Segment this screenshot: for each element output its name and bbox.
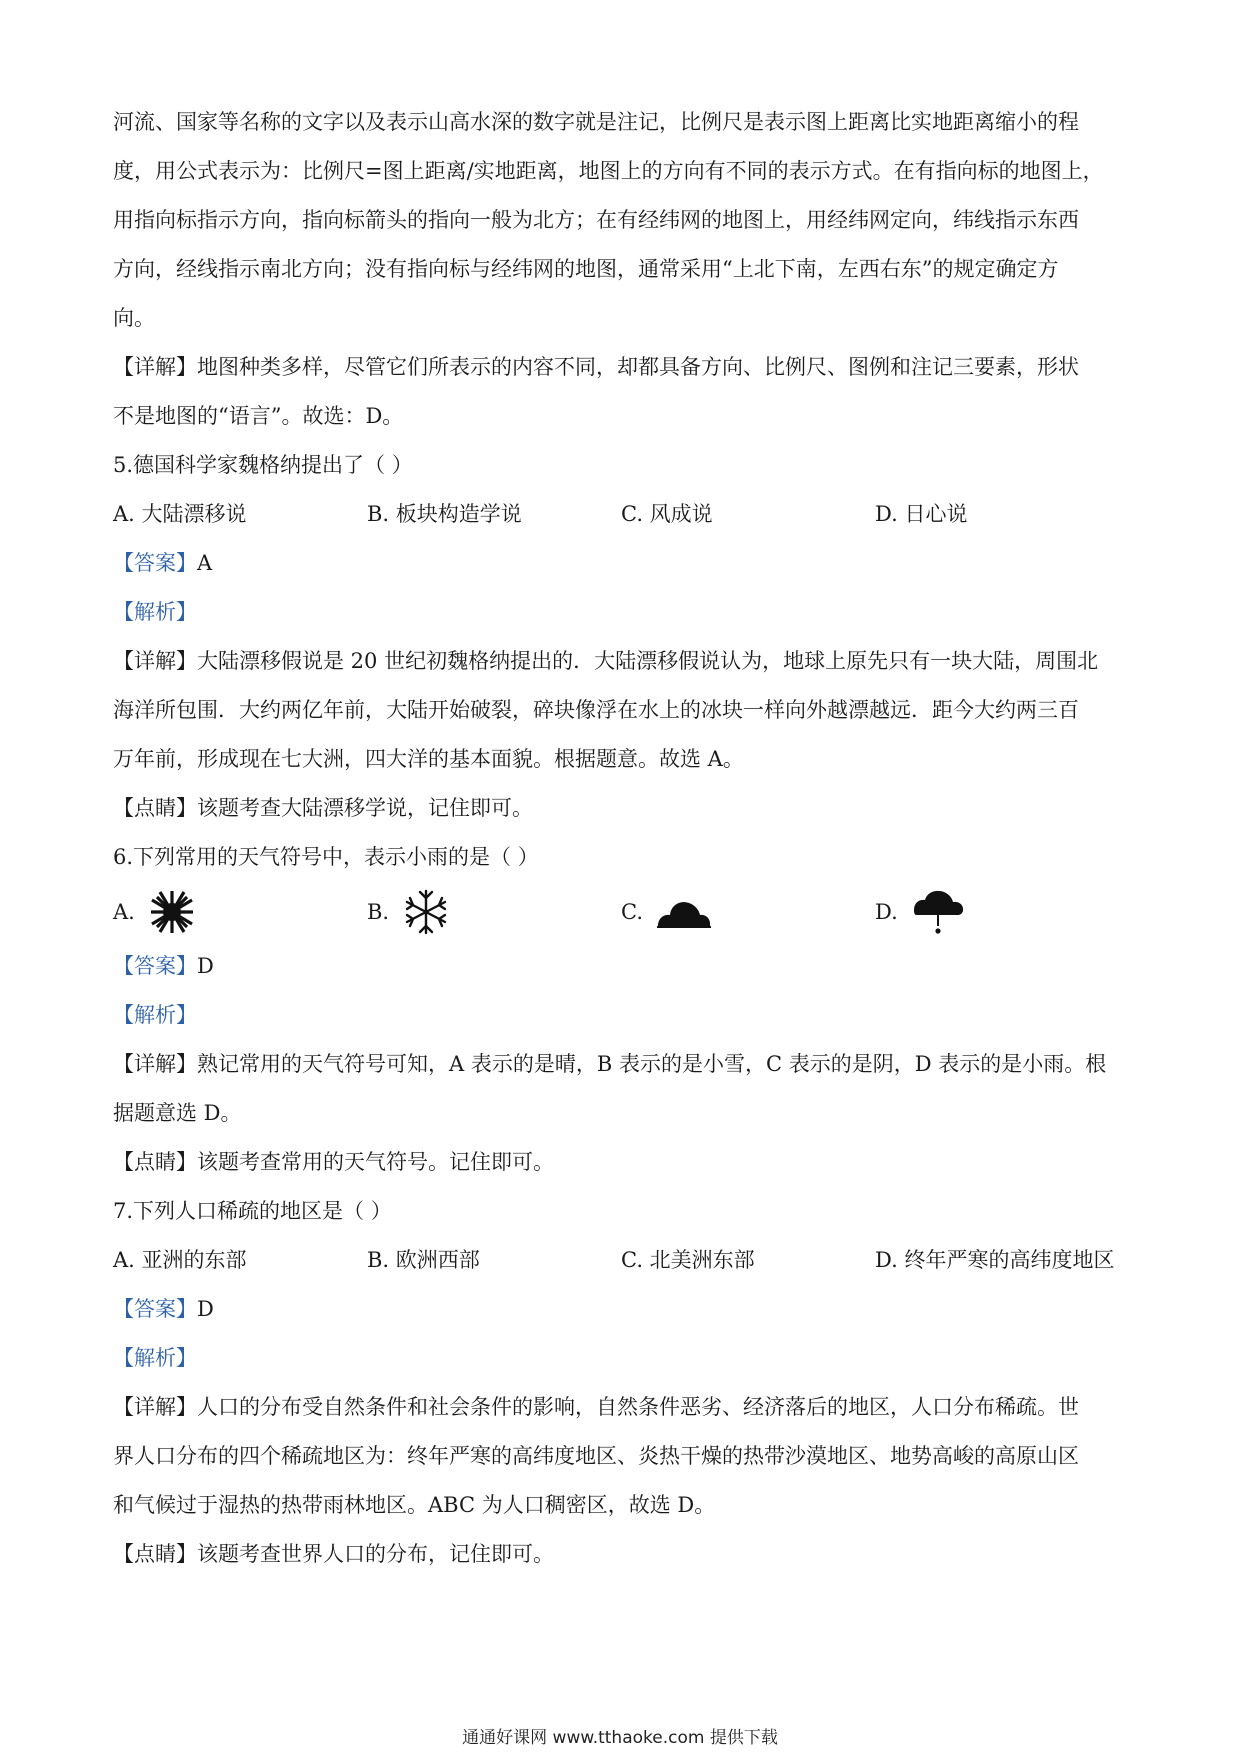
option-c: C. 北美洲东部 (621, 1248, 755, 1272)
text-line: 河流、国家等名称的文字以及表示山高水深的数字就是注记，比例尺是表示图上距离比实地距离缩小的程 (113, 110, 1079, 134)
text-line: 用指向标指示方向，指向标箭头的指向一般为北方；在有经纬网的地图上，用经纬网定向，纬线指示东西 (113, 208, 1079, 232)
point-text: 该题考查世界人口的分布，记住即可。 (197, 1542, 554, 1566)
option-b: B. 欧洲西部 (367, 1248, 480, 1272)
detail-text: 和气候过于湿热的热带雨林地区。ABC 为人口稠密区，故选 D。 (113, 1493, 716, 1517)
answer-value: D (197, 1297, 214, 1321)
option-d (875, 888, 1129, 936)
answer-tag: 【答案】 (113, 954, 197, 978)
option-a (113, 888, 367, 936)
option-letter: B. (367, 900, 390, 924)
question-text: 5.德国科学家魏格纳提出了（ ） (113, 453, 413, 477)
detail-tag: 【详解】 (113, 1395, 197, 1419)
detail-tag: 【详解】 (113, 649, 197, 673)
overcast-symbol-icon (656, 892, 712, 932)
text-line: 向。 (113, 306, 155, 330)
question-5 (113, 441, 1133, 833)
point-text: 该题考查大陆漂移学说，记住即可。 (197, 796, 533, 820)
detail-text: 不是地图的“语言”。故选：D。 (113, 404, 404, 428)
text-line: 度，用公式表示为：比例尺=图上距离/实地距离，地图上的方向有不同的表示方式。在有指向标的地图上， (113, 159, 1104, 183)
symbol-options-row (113, 882, 1133, 942)
options-row (113, 1236, 1133, 1285)
option-d: D. 日心说 (875, 502, 968, 526)
question-text: 6.下列常用的天气符号中，表示小雨的是（ ） (113, 845, 539, 869)
analysis-tag: 【解析】 (113, 1346, 197, 1370)
detail-text: 据题意选 D。 (113, 1101, 242, 1125)
option-letter: C. (621, 900, 643, 924)
question-text: 7.下列人口稀疏的地区是（ ） (113, 1199, 392, 1223)
detail-text: 海洋所包围．大约两亿年前，大陆开始破裂，碎块像浮在水上的冰块一样向外越漂越远．距今大约两三百 (113, 698, 1079, 722)
analysis-tag: 【解析】 (113, 600, 197, 624)
analysis-tag: 【解析】 (113, 1003, 197, 1027)
detail-tag: 【详解】 (113, 1052, 197, 1076)
answer-value: A (197, 551, 213, 575)
answer-tag: 【答案】 (113, 1297, 197, 1321)
point-text: 该题考查常用的天气符号。记住即可。 (197, 1150, 554, 1174)
option-d: D. 终年严寒的高纬度地区 (875, 1248, 1115, 1272)
q4-detail (113, 343, 1133, 441)
detail-text: 万年前，形成现在七大洲，四大洋的基本面貌。根据题意。故选 A。 (113, 747, 744, 771)
answer-line (113, 942, 1133, 991)
light-snow-symbol-icon (402, 888, 450, 936)
intro-paragraph (113, 98, 1133, 343)
sunny-symbol-icon (148, 888, 196, 936)
option-c (621, 892, 875, 932)
option-b (367, 888, 621, 936)
point-tag: 【点睛】 (113, 1150, 197, 1174)
detail-text: 地图种类多样，尽管它们所表示的内容不同，却都具备方向、比例尺、图例和注记三要素，形状 (197, 355, 1079, 379)
detail-tag: 【详解】 (113, 355, 197, 379)
page-footer: 通通好课网 www.tthaoke.com 提供下载 (462, 1728, 778, 1748)
light-rain-symbol-icon (910, 888, 966, 936)
answer-line (113, 1285, 1133, 1334)
option-a: A. 大陆漂移说 (113, 502, 247, 526)
answer-value: D (197, 954, 214, 978)
point-tag: 【点睛】 (113, 1542, 197, 1566)
options-row (113, 490, 1133, 539)
point-tag: 【点睛】 (113, 796, 197, 820)
question-7 (113, 1187, 1133, 1579)
option-a: A. 亚洲的东部 (113, 1248, 247, 1272)
text-line: 方向，经线指示南北方向；没有指向标与经纬网的地图，通常采用“上北下南，左西右东”的规定确定方 (113, 257, 1059, 281)
option-letter: D. (875, 900, 898, 924)
detail-text: 界人口分布的四个稀疏地区为：终年严寒的高纬度地区、炎热干燥的热带沙漠地区、地势高峻的高原山区 (113, 1444, 1079, 1468)
option-letter: A. (113, 900, 135, 924)
question-6 (113, 833, 1133, 1187)
detail-text: 熟记常用的天气符号可知，A 表示的是晴，B 表示的是小雪，C 表示的是阴，D 表示的是小雨。根 (197, 1052, 1107, 1076)
detail-text: 大陆漂移假说是 20 世纪初魏格纳提出的．大陆漂移假说认为，地球上原先只有一块大陆，周围北 (197, 649, 1099, 673)
option-b: B. 板块构造学说 (367, 502, 522, 526)
page-content (113, 98, 1133, 1579)
option-c: C. 风成说 (621, 502, 713, 526)
answer-tag: 【答案】 (113, 551, 197, 575)
answer-line (113, 539, 1133, 588)
detail-text: 人口的分布受自然条件和社会条件的影响，自然条件恶劣、经济落后的地区，人口分布稀疏。世 (197, 1395, 1079, 1419)
